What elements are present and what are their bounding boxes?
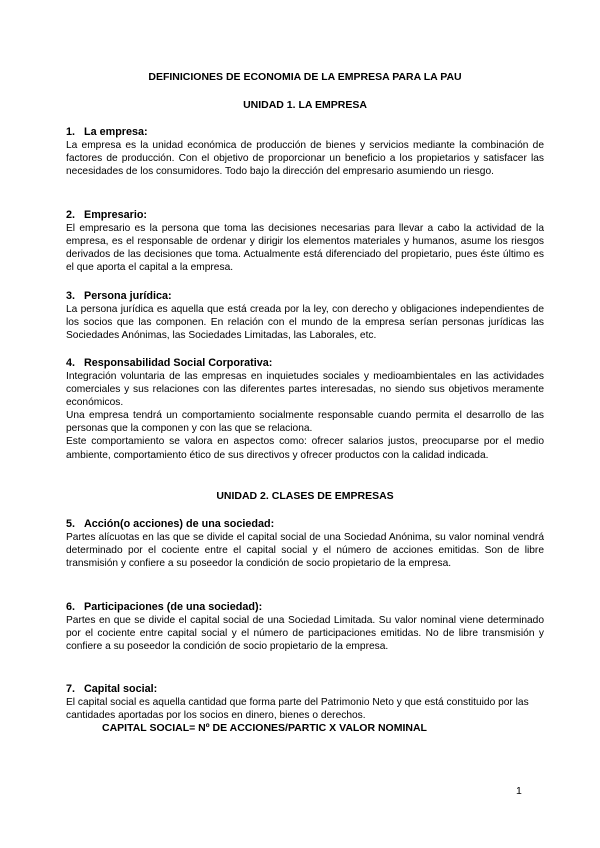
section-heading	[66, 209, 544, 222]
section-number: 6.	[66, 601, 76, 613]
section-responsabilidad-social	[66, 357, 544, 462]
section-number: 1.	[66, 126, 76, 138]
section-paragraph: La empresa es la unidad económica de producción de bienes y servicios mediante la combinación de factores de producción. Con el objetivo de proporcionar un beneficio a los propietarios y satisfacer las necesidades de los consumidores. Todo bajo la dirección del empresario asumiendo un riesgo.	[66, 140, 544, 178]
capital-social-formula: CAPITAL SOCIAL= Nº DE ACCIONES/PARTIC X VALOR NOMINAL	[102, 722, 427, 735]
section-paragraph: Partes alícuotas en las que se divide el capital social de una Sociedad Anónima, su valor nominal vendrá determinado por el cociente entre el capital social y el número de acciones emitidas. Son de libre transmisión y confiere a su poseedor la condición de socio propietario de la empresa.	[66, 532, 544, 570]
section-persona-juridica	[66, 290, 544, 342]
section-heading-text: Persona jurídica:	[84, 290, 172, 302]
section-heading-text: La empresa:	[84, 126, 148, 138]
section-acciones	[66, 518, 544, 570]
section-number: 7.	[66, 683, 76, 695]
section-paragraph: Una empresa tendrá un comportamiento socialmente responsable cuando permita el desarrollo de las personas que la componen y con las que se relaciona.	[66, 410, 544, 435]
section-number: 5.	[66, 518, 76, 530]
unit-1-title: UNIDAD 1. LA EMPRESA	[243, 99, 367, 111]
section-capital-social	[66, 683, 544, 735]
section-heading	[66, 357, 544, 370]
section-heading	[66, 601, 544, 614]
section-heading-text: Empresario:	[84, 209, 148, 221]
section-heading-text: Capital social:	[84, 683, 158, 695]
section-paragraph: La persona jurídica es aquella que está creada por la ley, con derecho y obligaciones independientes de los socios que las componen. En relación con el mundo de la empresa serían personas jurídicas las Sociedades Anónimas, las Sociedades Limitadas, las Laborales, etc.	[66, 304, 544, 342]
section-heading	[66, 683, 544, 696]
section-empresa	[66, 126, 544, 178]
section-heading	[66, 126, 544, 139]
section-participaciones	[66, 601, 544, 653]
section-paragraph: Este comportamiento se valora en aspectos como: ofrecer salarios justos, preocuparse por el medio ambiente, comportamiento ético de sus directivos y ofrecer productos con la calidad indicada.	[66, 436, 544, 461]
section-empresario	[66, 209, 544, 274]
document-title: DEFINICIONES DE ECONOMIA DE LA EMPRESA PARA LA PAU	[148, 71, 462, 83]
page-number: 1	[516, 785, 522, 797]
section-heading-text: Responsabilidad Social Corporativa:	[84, 357, 273, 369]
section-paragraph: Integración voluntaria de las empresas en inquietudes sociales y medioambientales en las actividades comerciales y sus relaciones con las diferentes partes interesadas, no siendo sus objetivos meramente económicos.	[66, 371, 544, 409]
section-heading-text: Participaciones (de una sociedad):	[84, 601, 263, 613]
section-number: 2.	[66, 209, 76, 221]
section-number: 3.	[66, 290, 76, 302]
section-heading	[66, 290, 544, 303]
unit-2-title: UNIDAD 2. CLASES DE EMPRESAS	[216, 490, 394, 502]
section-heading	[66, 518, 544, 531]
section-paragraph: Partes en que se divide el capital social de una Sociedad Limitada. Su valor nominal viene determinado por el cociente entre capital social y el número de participaciones emitidas. No de libre transmisión y confiere a su poseedor la condición de socio propietario de la empresa.	[66, 615, 544, 653]
section-heading-text: Acción(o acciones) de una sociedad:	[84, 518, 275, 530]
section-paragraph: El empresario es la persona que toma las decisiones necesarias para llevar a cabo la actividad de la empresa, es el responsable de ordenar y dirigir los elementos materiales y humanos, asume los riesgos derivados de las decisiones que toma. Actualmente está diferenciado del propietario, pues éste último es el que aporta el capital a la empresa.	[66, 223, 544, 274]
section-paragraph: El capital social es aquella cantidad que forma parte del Patrimonio Neto y que está constituido por las cantidades aportadas por los socios en dinero, bienes o derechos.	[66, 697, 529, 722]
section-number: 4.	[66, 357, 76, 369]
